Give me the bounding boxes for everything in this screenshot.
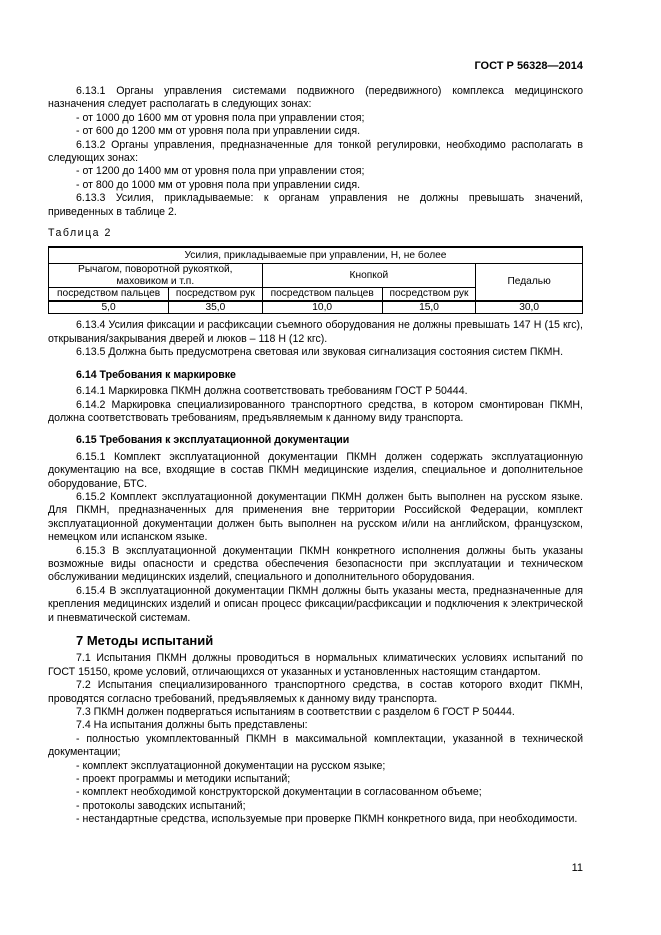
forces-table <box>48 246 583 314</box>
paragraph-6-13-1: 6.13.1 Органы управления системами подвижного (передвижного) комплекса медицинского назначения следует располагать в следующих зонах: <box>48 85 583 111</box>
list-item: - комплект эксплуатационной документации на русском языке; <box>76 759 386 772</box>
header-hand: посредством рук <box>382 288 475 301</box>
list-item: - от 800 до 1000 мм от уровня пола при управлении сидя. <box>76 178 361 191</box>
table-cell: 5,0 <box>49 301 169 314</box>
paragraph-6-14-1: 6.14.1 Маркировка ПКМН должна соответствовать требованиям ГОСТ Р 50444. <box>76 385 468 398</box>
header-fingers: посредством пальцев <box>49 288 169 301</box>
paragraph-7-2: 7.2 Испытания специализированного транспортного средства, в состав которого входит ПКМН, проводятся согласно требований, предъявляемых к данному виду транспорта. <box>48 679 583 705</box>
paragraph-6-15-3: 6.15.3 В эксплуатационной документации ПКМН конкретного исполнения должны быть указаны возможные виды опасности и средства обеспечения безопасности при эксплуатации и техническом обслуживании медицинских изделий, специального и дополнительного оборудования. <box>48 544 583 584</box>
paragraph-6-13-3: 6.13.3 Усилия, прикладываемые: к органам управления не должны превышать значений, приведенных в таблице 2. <box>48 192 583 218</box>
table-caption: Таблица 2 <box>48 227 112 240</box>
paragraph-7-4: 7.4 На испытания должны быть представлены: <box>76 719 308 732</box>
section-heading-6-15: 6.15 Требования к эксплуатационной документации <box>76 434 350 447</box>
section-heading-6-14: 6.14 Требования к маркировке <box>76 368 236 381</box>
paragraph-6-15-4: 6.15.4 В эксплуатационной документации ПКМН должны быть указаны места, предназначенные для крепления медицинских изделий и описан процесс фиксации/расфиксации и подключения к электрической и пневматической системам. <box>48 584 583 624</box>
paragraph-6-13-4: 6.13.4 Усилия фиксации и расфиксации съемного оборудования не должны превышать 147 Н (15 кгс), открывания/закрывания дверей и люков – 118 Н (12 кгс). <box>48 319 583 345</box>
header-fingers: посредством пальцев <box>262 288 382 301</box>
list-item: - полностью укомплектованный ПКМН в максимальной комплектации, указанной в технической документации; <box>48 732 583 759</box>
table-cell: 15,0 <box>382 301 475 314</box>
page-number: 11 <box>571 862 583 874</box>
paragraph-6-14-2: 6.14.2 Маркировка специализированного транспортного средства, в котором смонтирован ПКМН, должна соответствовать требованиям, предъявляемым к данному виду транспорта. <box>48 398 583 424</box>
header-hand: посредством рук <box>169 288 262 301</box>
page-content <box>48 85 583 827</box>
paragraph-7-1: 7.1 Испытания ПКМН должны проводиться в нормальных климатических условиях испытаний по ГОСТ 15150, кроме условий, отличающихся от указанных и установленных настоящим стандартом. <box>48 652 583 678</box>
table-cell: 35,0 <box>169 301 262 314</box>
paragraph-7-3: 7.3 ПКМН должен подвергаться испытаниям в соответствии с разделом 6 ГОСТ Р 50444. <box>76 706 515 719</box>
paragraph-6-15-1: 6.15.1 Комплект эксплуатационной документации ПКМН должен содержать эксплуатационную документацию на все, входящие в состав ПКМН медицинские изделия, специальное и дополнительное оборудование, БТС. <box>48 450 583 490</box>
list-item: - нестандартные средства, используемые при проверке ПКМН конкретного вида, при необходимости. <box>76 813 578 826</box>
list-item: - от 600 до 1200 мм от уровня пола при управлении сидя. <box>76 125 361 138</box>
section-heading-7: 7 Методы испытаний <box>76 633 214 648</box>
header-pedal: Педалью <box>476 264 583 301</box>
list-item: - протоколы заводских испытаний; <box>76 799 246 812</box>
list-item: - комплект необходимой конструкторской документации в согласованном объеме; <box>76 786 482 799</box>
table-cell: 10,0 <box>262 301 382 314</box>
paragraph-6-13-5: 6.13.5 Должна быть предусмотрена световая или звуковая сигнализация состояния систем ПКМН. <box>76 346 564 359</box>
list-item: - от 1200 до 1400 мм от уровня пола при управлении стоя; <box>76 165 365 178</box>
paragraph-6-13-2: 6.13.2 Органы управления, предназначенные для тонкой регулировки, необходимо располагать в следующих зонах: <box>48 138 583 165</box>
list-item: - проект программы и методики испытаний; <box>76 773 291 786</box>
header-lever: Рычагом, поворотной рукояткой, маховиком и т.п. <box>49 264 263 288</box>
header-button: Кнопкой <box>262 264 476 288</box>
table-cell: 30,0 <box>476 301 583 314</box>
table-title: Усилия, прикладываемые при управлении, Н, не более <box>49 247 583 264</box>
list-item: - от 1000 до 1600 мм от уровня пола при управлении стоя; <box>76 111 365 124</box>
document-header: ГОСТ Р 56328—2014 <box>474 60 583 72</box>
paragraph-6-15-2: 6.15.2 Комплект эксплуатационной документации ПКМН должен быть выполнен на русском языке. Для ПКМН, предназначенных для применения вне территории Российской Федерации, комплект эксплуатационной документации должен быть выполнен на русском и/или на английском, французском, немецком или испанском языке. <box>48 490 583 544</box>
